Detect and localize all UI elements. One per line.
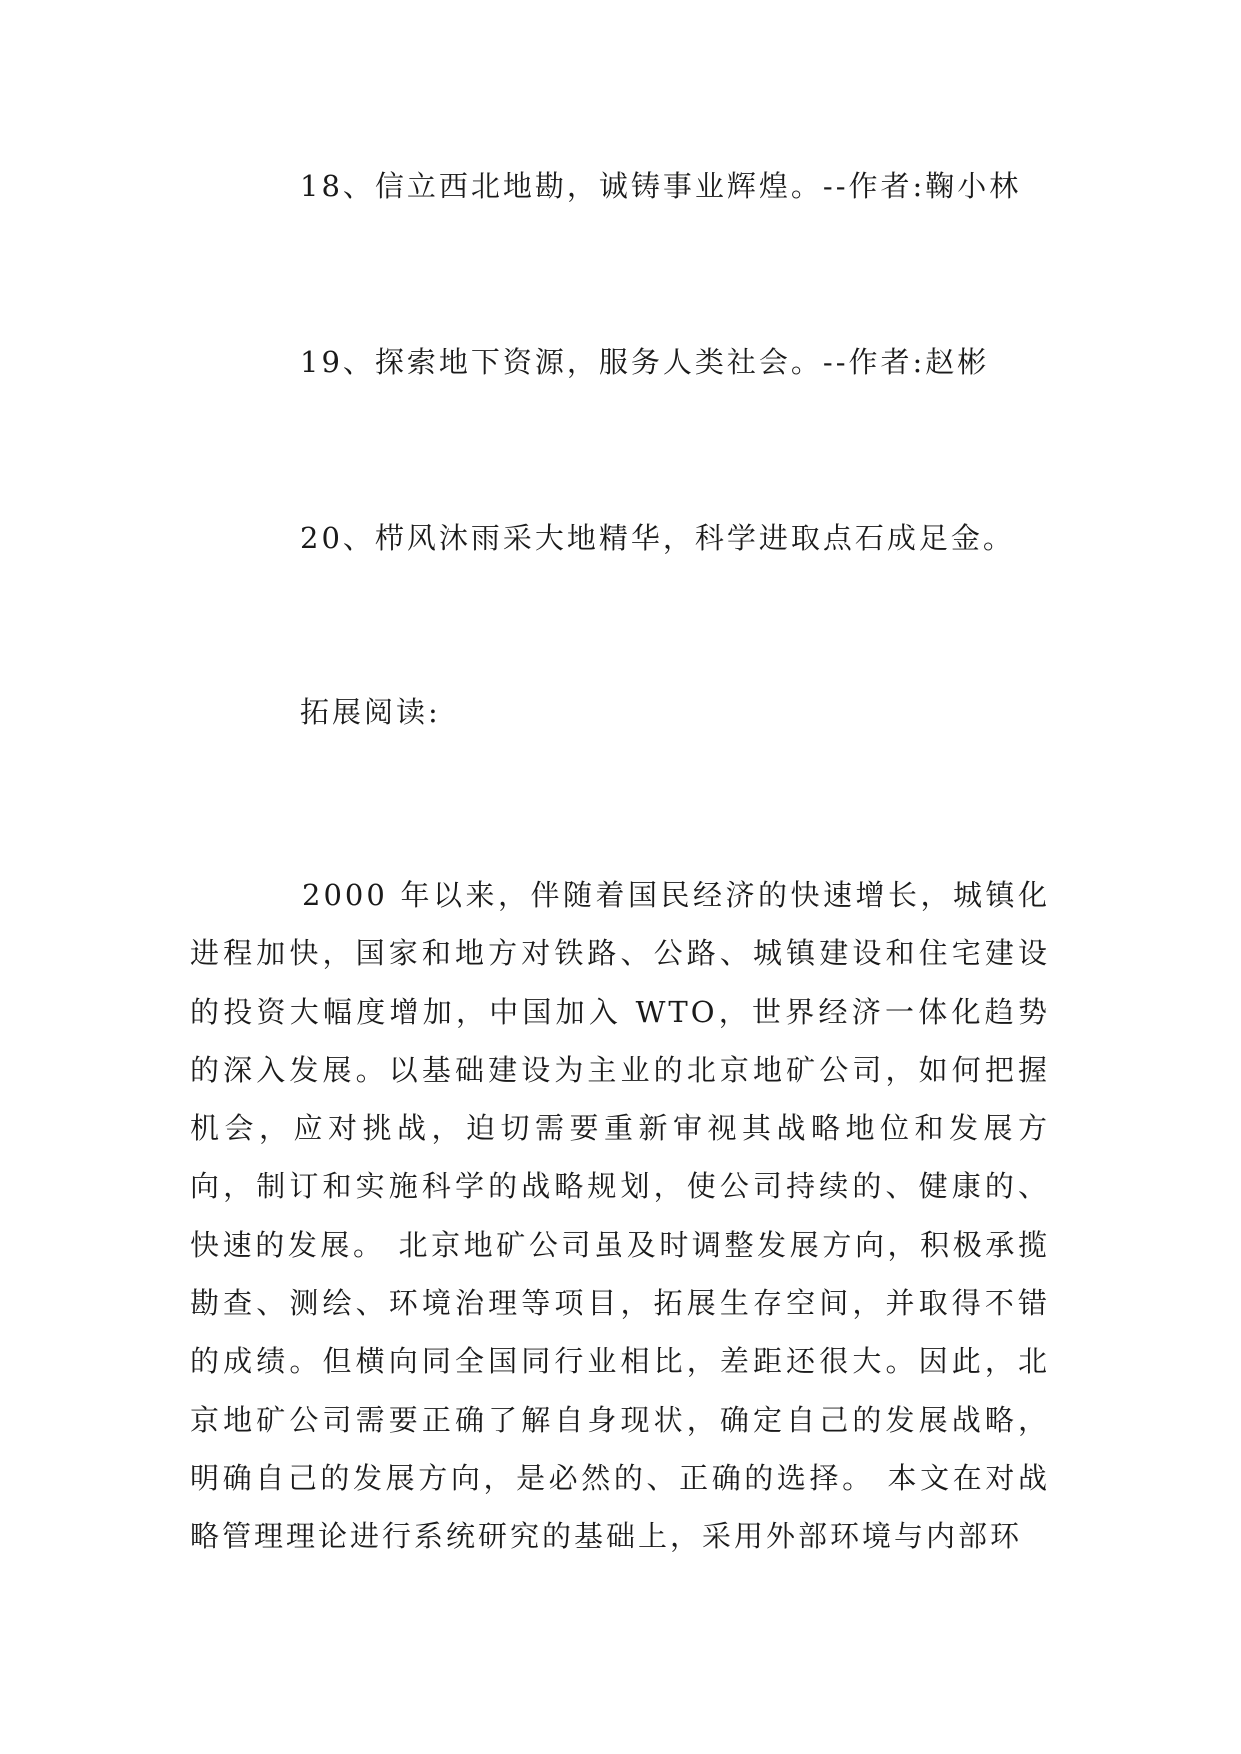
quote-item-18: 18、信立西北地勘，诚铸事业辉煌。--作者:鞠小林 [300,169,1022,203]
quote-item-20: 20、栉风沐雨采大地精华，科学进取点石成足金。 [300,521,1015,555]
quote-item-19: 19、探索地下资源，服务人类社会。--作者:赵彬 [300,345,990,379]
extended-reading-heading: 拓展阅读: [300,695,441,729]
extended-reading-paragraph: 2000 年以来，伴随着国民经济的快速增长，城镇化进程加快，国家和地方对铁路、公路、城镇建设和住宅建设的投资大幅度增加，中国加入 WTO，世界经济一体化趋势的深入发展。以基础建设为主业的北京地矿公司，如何把握机会，应对挑战，迫切需要重新审视其战略地位和发展方向，制订和实施科学的战略规划，使公司持续的、健康的、快速的发展。 北京地矿公司虽及时调整发展方向，积极承揽勘查、测绘、环境治理等项目，拓展生存空间，并取得不错的成绩。但横向同全国同行业相比，差距还很大。因此，北京地矿公司需要正确了解自身现状，确定自己的发展战略，明确自己的发展方向，是必然的、正确的选择。 本文在对战略管理理论进行系统研究的基础上，采用外部环境与内部环 [190,878,1050,1554]
